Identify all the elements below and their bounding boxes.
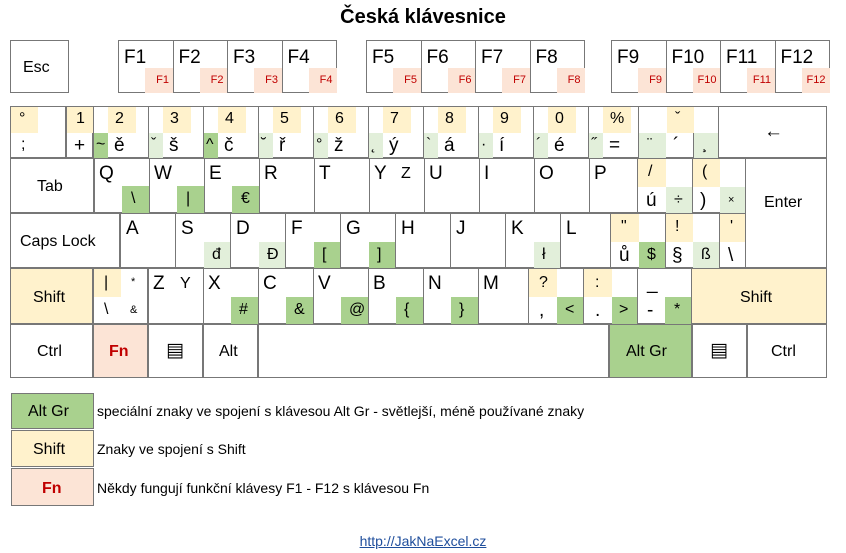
num-key-11b-alt-cell <box>639 133 666 159</box>
key-n-label: N <box>428 273 442 294</box>
f5-key[interactable] <box>366 40 422 93</box>
key-u-acute-main: ú <box>646 190 657 211</box>
key-z-label: Z <box>153 273 165 294</box>
key-d-alt: Đ <box>267 246 279 263</box>
key-semicolon[interactable] <box>10 106 66 158</box>
key-s-label: S <box>181 218 194 239</box>
num-key-11b-main: ´ <box>673 135 680 156</box>
num-key-1-main: ě <box>114 135 125 156</box>
key-g-alt: ] <box>377 246 382 263</box>
key-b[interactable] <box>368 268 424 324</box>
key-paren[interactable] <box>692 158 746 213</box>
key-u[interactable] <box>424 158 480 213</box>
f4-fn-label: F4 <box>319 74 333 86</box>
key-less-greater-top: | <box>104 274 109 291</box>
f1-label: F1 <box>124 47 147 68</box>
num-key-5-alt: ° <box>316 136 323 153</box>
num-key-9[interactable] <box>533 106 589 158</box>
num-key-5-main: ž <box>334 135 344 156</box>
f7-label: F7 <box>481 47 504 68</box>
key-q-alt-cell <box>122 186 150 213</box>
key-s-alt: đ <box>212 246 221 263</box>
f4-label: F4 <box>287 47 310 68</box>
key-plus[interactable] <box>66 106 93 158</box>
num-key-7-shift: 8 <box>445 110 454 127</box>
key-section-main: § <box>672 245 683 266</box>
page-title: Česká klávesnice <box>340 6 506 28</box>
key-m[interactable] <box>478 268 534 324</box>
key-c[interactable] <box>258 268 314 324</box>
f3-key[interactable] <box>227 40 283 93</box>
num-key-11b[interactable] <box>638 106 694 158</box>
num-key-8-main: í <box>499 135 505 156</box>
num-key-4-alt: ˘ <box>261 136 267 153</box>
legend-altgr-swatch <box>11 393 94 429</box>
num-key-7[interactable] <box>423 106 479 158</box>
key-c-alt: & <box>294 301 305 318</box>
key-period[interactable] <box>583 268 638 324</box>
key-less-greater-star: * <box>131 276 136 288</box>
key-h[interactable] <box>395 213 451 268</box>
menu-key[interactable] <box>692 324 747 378</box>
key-semicolon-main: ; <box>21 136 26 153</box>
key-u-acute[interactable] <box>637 158 693 213</box>
key-c-label: C <box>263 273 277 294</box>
num-key-7-alt: ` <box>426 136 432 153</box>
f12-label: F12 <box>780 47 814 68</box>
f6-fn-cell <box>448 68 476 93</box>
key-minus-alt: * <box>674 301 681 318</box>
key-k[interactable] <box>505 213 561 268</box>
num-key-3-alt: ^ <box>206 136 214 153</box>
f2-key[interactable] <box>173 40 229 93</box>
key-u-acute-alt: ÷ <box>674 191 683 208</box>
key-less-greater-amp: & <box>130 304 138 316</box>
legend-shift-text: Znaky ve spojení s Shift <box>97 441 246 457</box>
num-key-11b-shift: ˇ <box>675 110 681 127</box>
key-p-label: P <box>594 163 607 184</box>
right-ctrl-key[interactable] <box>747 324 827 378</box>
key-f[interactable] <box>285 213 341 268</box>
key-b-label: B <box>373 273 386 294</box>
key-w-alt: | <box>186 190 191 207</box>
num-key-11b-alt: ¨ <box>647 136 653 153</box>
num-key-8-shift: 9 <box>500 110 509 127</box>
key-z[interactable] <box>148 268 204 324</box>
key-g-label: G <box>346 218 361 239</box>
legend-fn-key: Fn <box>42 480 62 497</box>
key-f-label: F <box>291 218 303 239</box>
key-paren-alt: × <box>728 194 735 206</box>
key-v[interactable] <box>313 268 369 324</box>
key-r[interactable] <box>259 158 315 213</box>
key-comma[interactable] <box>528 268 584 324</box>
windows-menu-key-left[interactable] <box>148 324 203 378</box>
key-section[interactable] <box>665 213 720 268</box>
f8-fn-label: F8 <box>567 74 581 86</box>
key-section-shift: ! <box>675 218 680 235</box>
legend-altgr-text: speciální znaky ve spojení s klávesou Alt Gr - světlejší, méně používané znaky <box>97 403 585 419</box>
f2-fn-label: F2 <box>210 74 224 86</box>
key-d-label: D <box>236 218 250 239</box>
f3-label: F3 <box>233 47 256 68</box>
key-period-shift: : <box>595 274 600 291</box>
key-backslash-main: \ <box>728 245 734 266</box>
alt-gr-label: Alt Gr <box>626 343 667 360</box>
num-key-6[interactable] <box>368 106 424 158</box>
num-key-5-shift: 6 <box>335 110 344 127</box>
num-key-10[interactable] <box>588 106 644 158</box>
key-x-alt: # <box>239 301 248 318</box>
f10-key[interactable] <box>666 40 722 93</box>
key-n-alt-cell <box>451 297 479 324</box>
num-key-9-main: é <box>554 135 565 156</box>
key-n-alt: } <box>459 301 465 318</box>
key-plus-main: + <box>74 135 86 156</box>
f4-key[interactable] <box>282 40 338 93</box>
num-key-1-alt: ~ <box>96 136 106 153</box>
key-y-label: Y <box>374 163 387 184</box>
key-semicolon-shift: ° <box>19 110 26 127</box>
key-a-label: A <box>126 218 139 239</box>
key-q-label: Q <box>99 163 114 184</box>
f7-fn-label: F7 <box>513 74 526 86</box>
legend-fn-text: Někdy fungují funkční klávesy F1 - F12 s klávesou Fn <box>97 480 430 496</box>
f11-fn-label: F11 <box>752 74 771 86</box>
num-key-7-main: á <box>444 135 455 156</box>
right-ctrl-label: Ctrl <box>771 343 796 360</box>
alt-key[interactable] <box>203 324 258 378</box>
key-n[interactable] <box>423 268 479 324</box>
num-key-9-alt: ´ <box>536 136 542 153</box>
key-f-alt: [ <box>322 246 327 263</box>
f1-fn-cell <box>145 68 173 93</box>
f10-fn-label: F10 <box>697 74 717 86</box>
num-key-2-main: š <box>169 135 179 156</box>
key-t-label: T <box>319 163 331 184</box>
key-h-label: H <box>401 218 415 239</box>
key-b-alt-cell <box>396 297 424 324</box>
key-l[interactable] <box>560 213 616 268</box>
num-key-12[interactable] <box>693 106 719 158</box>
left-ctrl-label: Ctrl <box>37 343 62 360</box>
f6-label: F6 <box>426 47 449 68</box>
f8-key[interactable] <box>530 40 586 93</box>
key-y-secondary: Y <box>180 275 191 292</box>
f8-fn-cell <box>557 68 585 93</box>
key-minus-shift: _ <box>647 273 658 294</box>
key-w-alt-cell <box>177 186 205 213</box>
key-section-alt: ß <box>701 246 711 263</box>
num-key-1[interactable] <box>93 106 149 158</box>
key-b-alt: { <box>404 301 410 318</box>
key-comma-shift: ? <box>539 274 548 291</box>
key-u-acute-shift: / <box>648 163 653 180</box>
key-x-label: X <box>208 273 221 294</box>
f6-key[interactable] <box>421 40 477 93</box>
key-period-alt: > <box>619 301 629 318</box>
f9-fn-label: F9 <box>649 74 662 86</box>
legend-altgr-key: Alt Gr <box>28 403 69 420</box>
num-key-2[interactable] <box>148 106 204 158</box>
f3-fn-cell <box>254 68 282 93</box>
key-m-label: M <box>483 273 499 294</box>
num-key-6-alt: ˛ <box>371 136 377 153</box>
key-backslash-shift-cell <box>720 214 747 242</box>
num-key-11b-shift-cell <box>667 107 694 133</box>
f11-label: F11 <box>726 47 758 68</box>
key-g-alt-cell <box>369 242 396 269</box>
key-minus-main: - <box>647 300 654 321</box>
num-key-3[interactable] <box>203 106 259 158</box>
key-section-shift-cell <box>666 214 693 242</box>
menu-icon: ▤ <box>710 340 728 361</box>
num-key-9-shift: 0 <box>555 110 564 127</box>
key-period-main: . <box>595 300 601 321</box>
f2-fn-cell <box>200 68 228 93</box>
key-t[interactable] <box>314 158 370 213</box>
f6-fn-label: F6 <box>458 74 472 86</box>
fn-key[interactable] <box>93 324 148 378</box>
f10-label: F10 <box>671 47 705 68</box>
key-v-label: V <box>318 273 331 294</box>
key-paren-main: ) <box>700 190 707 211</box>
num-key-5[interactable] <box>313 106 369 158</box>
key-backslash-shift: ' <box>730 218 734 235</box>
key-r-label: R <box>264 163 278 184</box>
f2-label: F2 <box>178 47 201 68</box>
key-plus-shift: 1 <box>76 110 85 127</box>
backspace-key[interactable] <box>718 106 827 158</box>
f5-fn-label: F5 <box>404 74 417 86</box>
key-k-label: K <box>511 218 524 239</box>
key-less-greater[interactable] <box>93 268 148 324</box>
f12-fn-label: F12 <box>806 74 826 86</box>
backspace-arrow-icon: ← <box>764 121 783 142</box>
caps-lock-key[interactable] <box>10 213 120 268</box>
num-key-10-shift: % <box>610 110 625 127</box>
f9-fn-cell <box>638 68 666 93</box>
key-j-label: J <box>456 218 466 239</box>
key-less-greater-bottom: \ <box>104 301 109 318</box>
key-u-ring-alt: $ <box>647 246 656 263</box>
legend-shift-key: Shift <box>33 441 66 458</box>
key-i[interactable] <box>479 158 535 213</box>
esc-label: Esc <box>23 59 50 76</box>
key-q-alt: \ <box>131 190 136 207</box>
enter-label: Enter <box>764 194 803 211</box>
key-u-ring-main: ů <box>619 245 630 266</box>
esc-key[interactable] <box>10 40 69 93</box>
left-shift-label: Shift <box>33 289 66 306</box>
right-shift-label: Shift <box>740 289 773 306</box>
f12-fn-cell <box>802 68 830 93</box>
key-u-ring[interactable] <box>610 213 666 268</box>
f5-label: F5 <box>372 47 395 68</box>
key-z-secondary: Z <box>401 165 411 182</box>
key-w[interactable] <box>149 158 205 213</box>
num-key-6-main: ý <box>389 135 399 156</box>
num-key-10-alt: ˝ <box>591 136 597 153</box>
key-l-label: L <box>566 218 577 239</box>
key-e-alt: € <box>241 190 250 207</box>
key-comma-main: , <box>539 300 545 321</box>
num-key-2-shift: 3 <box>170 110 179 127</box>
key-g[interactable] <box>340 213 396 268</box>
alt-gr-key[interactable] <box>609 324 692 378</box>
f5-fn-cell <box>393 68 421 93</box>
key-f-alt-cell <box>314 242 341 269</box>
legend-fn-swatch <box>11 468 94 506</box>
key-minus[interactable] <box>637 268 692 324</box>
num-key-8[interactable] <box>478 106 534 158</box>
key-d[interactable] <box>230 213 286 268</box>
key-i-label: I <box>484 163 490 184</box>
key-e-label: E <box>209 163 222 184</box>
f8-label: F8 <box>535 47 558 68</box>
num-key-12-alt: ¸ <box>702 136 708 153</box>
key-x[interactable] <box>203 268 259 324</box>
num-key-4-main: ř <box>279 135 286 156</box>
f7-key[interactable] <box>475 40 531 93</box>
key-v-alt: @ <box>349 301 366 318</box>
legend-shift-swatch <box>11 430 94 467</box>
key-k-alt-cell <box>534 242 561 269</box>
alt-label: Alt <box>219 343 238 360</box>
num-key-4[interactable] <box>258 106 314 158</box>
f4-fn-cell <box>309 68 337 93</box>
num-key-3-shift: 4 <box>225 110 234 127</box>
f11-fn-cell <box>747 68 775 93</box>
key-q[interactable] <box>94 158 150 213</box>
key-comma-alt: < <box>565 301 575 318</box>
f12-key[interactable] <box>775 40 831 93</box>
fn-label: Fn <box>109 343 129 360</box>
key-y[interactable] <box>369 158 425 213</box>
f10-fn-cell <box>693 68 721 93</box>
tab-label: Tab <box>37 178 63 195</box>
num-key-10-main: = <box>609 135 621 156</box>
caps-lock-label: Caps Lock <box>20 233 96 250</box>
space-key[interactable] <box>258 324 609 378</box>
website-link[interactable]: http://JakNaExcel.cz <box>359 533 487 549</box>
num-key-1-shift: 2 <box>115 110 124 127</box>
f3-fn-label: F3 <box>265 74 278 86</box>
f7-fn-cell <box>502 68 530 93</box>
key-w-label: W <box>154 163 172 184</box>
num-key-2-alt: ˇ <box>151 136 157 153</box>
f9-key[interactable] <box>611 40 667 93</box>
key-j[interactable] <box>450 213 506 268</box>
f11-key[interactable] <box>720 40 776 93</box>
key-a[interactable] <box>120 213 176 268</box>
num-key-6-shift: 7 <box>390 110 399 127</box>
f9-label: F9 <box>617 47 640 68</box>
left-shift-key[interactable] <box>10 268 93 324</box>
key-paren-shift: ( <box>702 163 708 180</box>
f1-fn-label: F1 <box>156 74 169 86</box>
key-u-label: U <box>429 163 443 184</box>
key-u-ring-shift: " <box>621 218 627 235</box>
num-key-4-shift: 5 <box>280 110 289 127</box>
tab-key[interactable] <box>10 158 94 213</box>
key-o-label: O <box>539 163 554 184</box>
key-s[interactable] <box>175 213 231 268</box>
menu-icon: ▤ <box>166 340 184 361</box>
key-k-alt: ł <box>542 246 546 263</box>
key-e[interactable] <box>204 158 260 213</box>
left-ctrl-key[interactable] <box>10 324 93 378</box>
right-shift-key[interactable] <box>691 268 827 324</box>
key-o[interactable] <box>534 158 590 213</box>
num-key-8-alt: · <box>481 136 487 153</box>
f1-key[interactable] <box>118 40 174 93</box>
num-key-3-main: č <box>224 135 234 156</box>
